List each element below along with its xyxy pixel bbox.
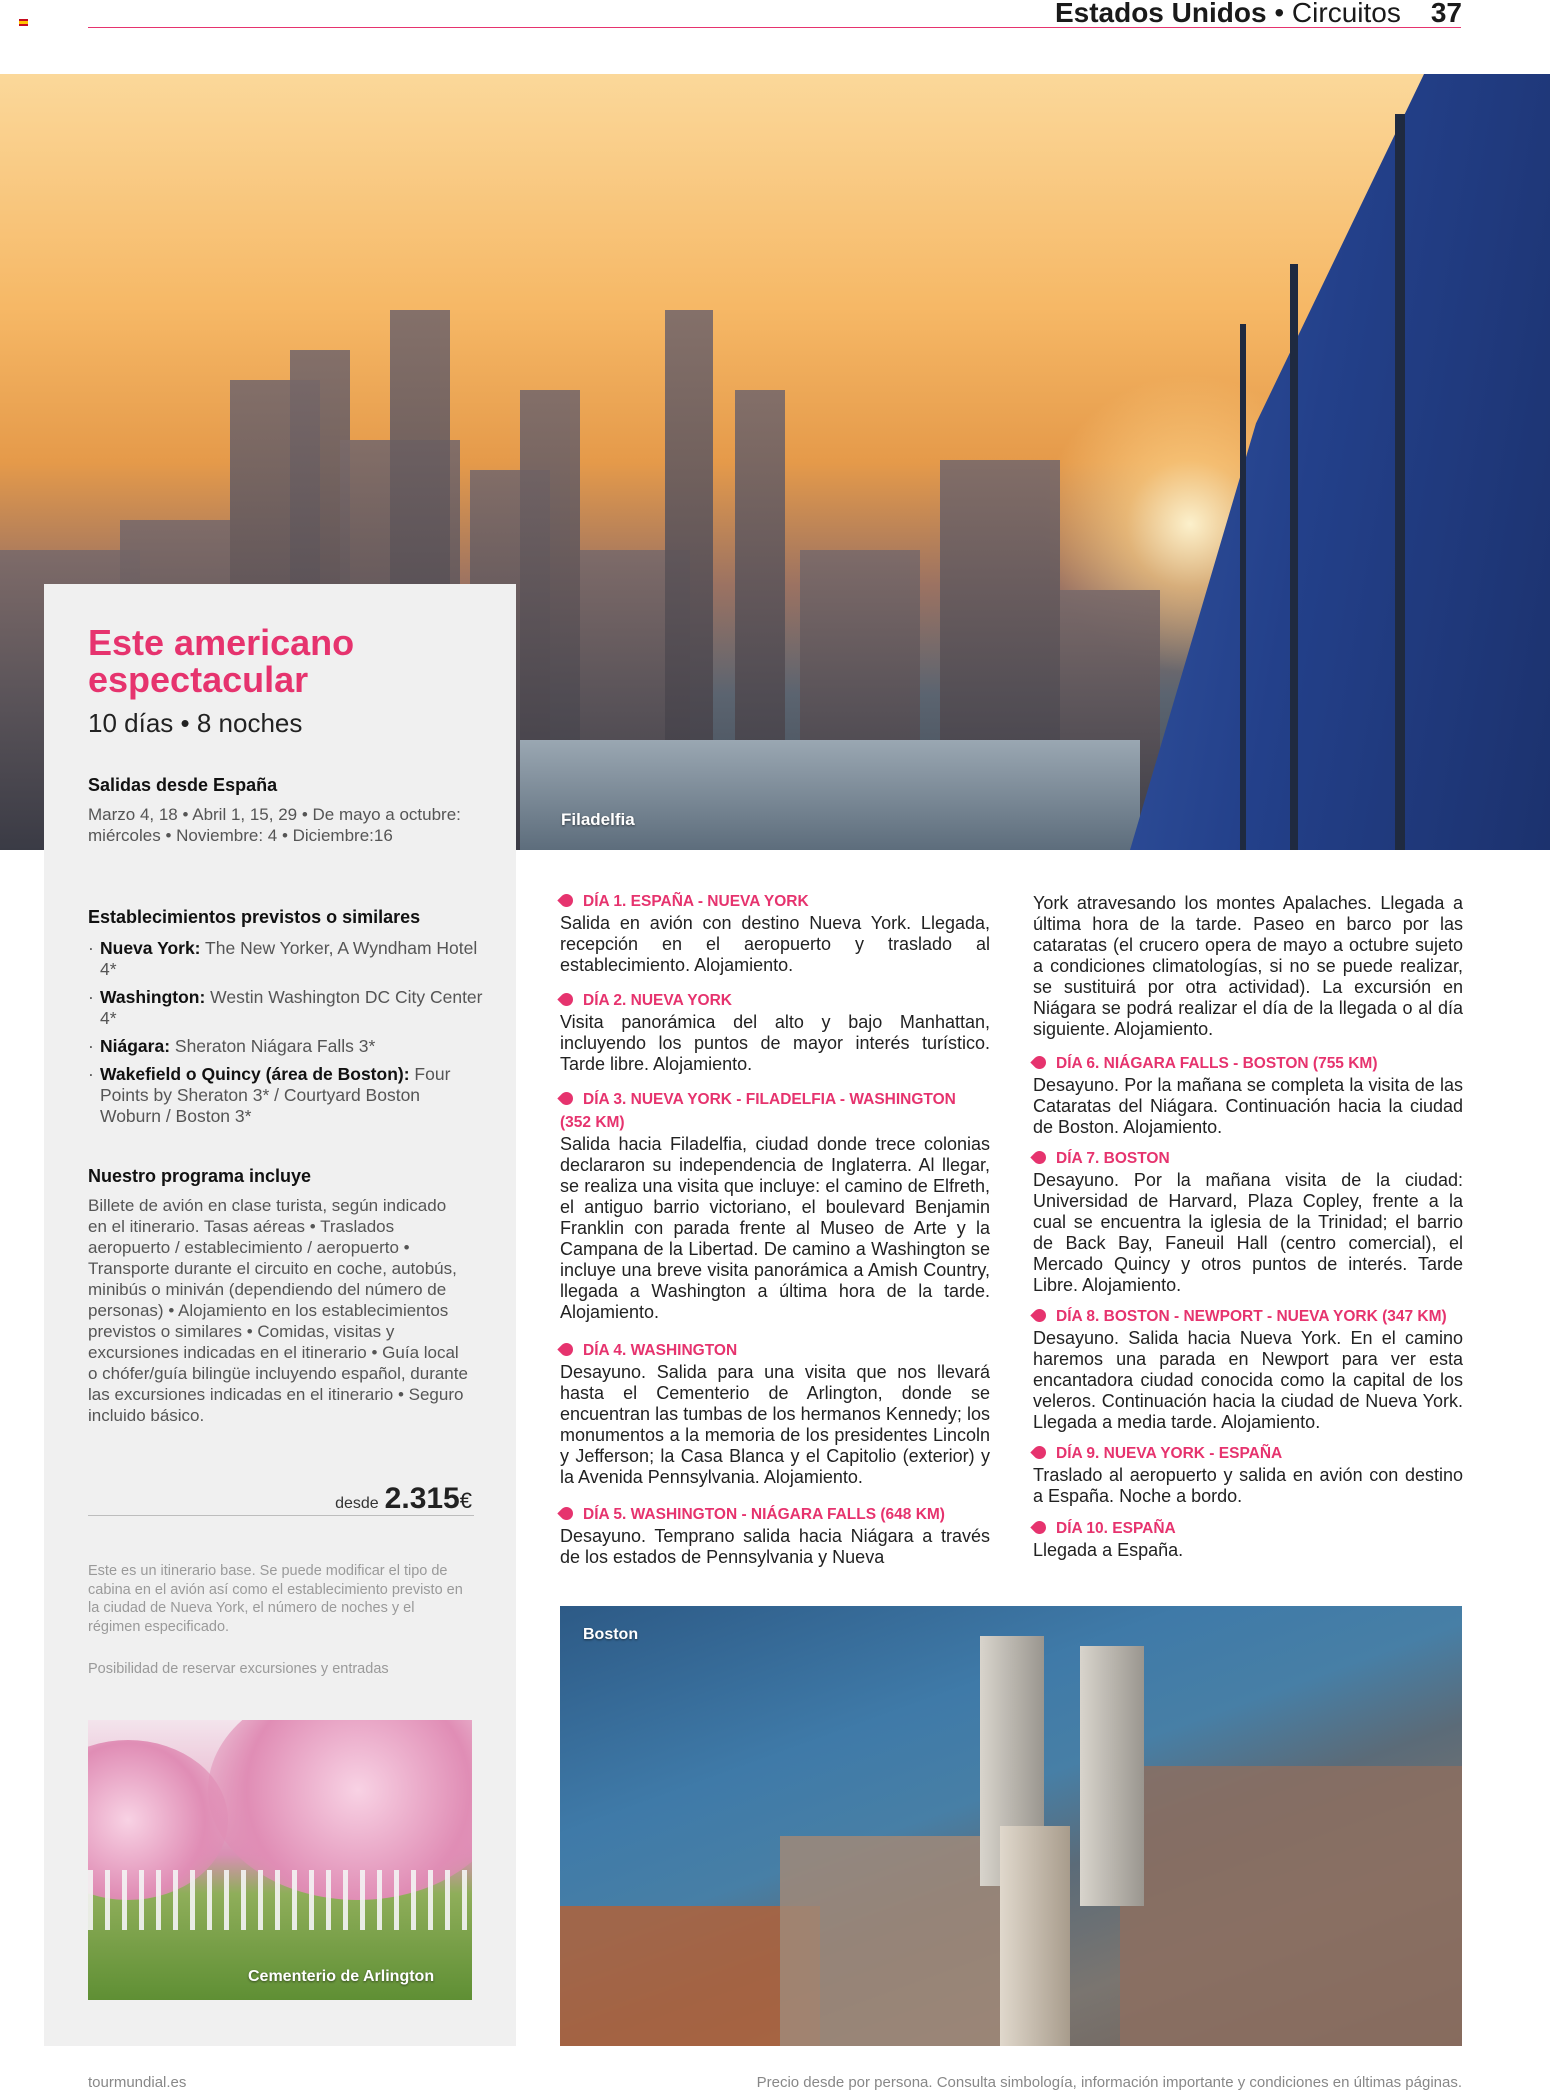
clock-tower (1000, 1826, 1070, 2046)
hotel-name: Sheraton Niágara Falls 3* (170, 1036, 376, 1056)
day-4-text: Desayuno. Salida para una visita que nos llevará hasta el Cementerio de Arlington, donde se encuentran las tumbas de los hermanos Kennedy; los monumentos a la memoria de los presidentes Lincoln y Jefferson; la Casa Blanca y el Capitolio (exterior) y la Avenida Pennsylvania. Alojamiento. (560, 1362, 990, 1487)
hotel-city: Niágara: (100, 1036, 171, 1056)
hotel-city: Washington: (100, 987, 206, 1007)
includes-text: Billete de avión en clase turista, según indicado en el itinerario. Tasas aéreas • Traslados aeropuerto / establecimiento / aeropuerto • Transporte durante el circuito en coche, autobús, minibús o miniván (dependiendo del número de personas) • Alojamiento en los establecimientos previstos o similares • Comidas, visitas y excursiones indicadas en el itinerario • Guía local o chófer/guía bilingüe incluyendo español, durante las excursiones indicadas en el itinerario • Seguro incluido básico. (88, 1196, 468, 1425)
day-7-text: Desayuno. Por la mañana visita de la ciudad: Universidad de Harvard, Plaza Copley, frente a la cual se encuentra la iglesia de la Trinidad; el barrio de Back Bay, Faneuil Hall (centro comercial), el Mercado Quincy y otros puntos de interés. Tarde Libre. Alojamiento. (1033, 1170, 1463, 1295)
tour-title: Este americano espectacular (88, 622, 355, 700)
day-title-text: DÍA 2. NUEVA YORK (583, 992, 732, 1009)
hotel-city: Wakefield o Quincy (área de Boston): (100, 1064, 410, 1084)
lamp-post (1240, 324, 1246, 850)
day-1-text: Salida en avión con destino Nueva York. Llegada, recepción en el aeropuerto y traslado al establecimiento. Alojamiento. (560, 913, 990, 975)
marker-icon (557, 990, 575, 1008)
day-10-text: Llegada a España. (1033, 1540, 1184, 1560)
itinerary-note: Este es un itinerario base. Se puede modificar el tipo de cabina en el avión así como el establecimiento previsto en la ciudad de Nueva York, el número de noches y el régimen especificado. (88, 1563, 463, 1635)
day-5-text-continued: York atravesando los montes Apalaches. Llegada a última hora de la tarde. Paseo en barco por las cataratas (el crucero opera de mayo a octubre sujeto a condiciones climatologías, si no se puede realizar, se sustituirá por otra actividad). La excursión en Niágara se podrá realizar el día de la llegada o al día siguiente. Alojamiento. (1033, 893, 1463, 1039)
list-item (88, 938, 483, 980)
day-4-title (560, 1340, 737, 1362)
marker-icon (557, 1089, 575, 1107)
day-2-text: Visita panorámica del alto y bajo Manhattan, incluyendo los puntos de mayor interés turístico. Tarde libre. Alojamiento. (560, 1012, 990, 1074)
day-9-text: Traslado al aeropuerto y salida en avión con destino a España. Noche a bordo. (1033, 1465, 1463, 1506)
hotels-title: Establecimientos previstos o similares (88, 907, 421, 927)
day-title-text: DÍA 4. WASHINGTON (583, 1342, 738, 1359)
header-country: Estados Unidos (1054, 0, 1267, 28)
marker-icon (557, 891, 575, 909)
itinerary-note-extra: Posibilidad de reservar excursiones y entradas (88, 1661, 389, 1677)
marker-icon (1030, 1443, 1048, 1461)
price (335, 1482, 472, 1516)
grave-rows (88, 1870, 472, 1930)
arlington-cemetery-photo (88, 1720, 472, 2000)
day-8-text: Desayuno. Salida hacia Nueva York. En el camino haremos una parada en Newport para ver esta encantadora ciudad conocida como la capital de los veleros. Continuación hacia la ciudad de Nueva York. Llegada a media tarde. Alojamiento. (1033, 1328, 1463, 1432)
day-title-text: DÍA 1. ESPAÑA - NUEVA YORK (583, 893, 809, 910)
list-item (88, 1064, 483, 1127)
lamp-post (1290, 264, 1298, 850)
day-9-title (1033, 1443, 1282, 1465)
price-currency: € (459, 1488, 472, 1513)
boston-aerial-photo (560, 1606, 1462, 2046)
departures-title: Salidas desde España (88, 775, 278, 795)
hotel-name: Westin Washington DC City Center 4* (100, 987, 483, 1028)
marker-icon (1030, 1053, 1048, 1071)
tour-duration: 10 días • 8 noches (88, 708, 303, 738)
day-6-title (1033, 1053, 1378, 1075)
boston-caption: Boston (583, 1626, 639, 1643)
day-7-title (1033, 1148, 1170, 1170)
day-6-text: Desayuno. Por la mañana se completa la visita de las Cataratas del Niágara. Continuación hacia la ciudad de Boston. Alojamiento. (1033, 1075, 1463, 1137)
departures-text: Marzo 4, 18 • Abril 1, 15, 29 • De mayo a octubre: miércoles • Noviembre: 4 • Diciembre:16 (88, 805, 461, 845)
day-title-text: DÍA 6. NIÁGARA FALLS - BOSTON (755 KM) (1056, 1055, 1378, 1072)
tour-summary-panel (44, 584, 516, 2046)
price-from-label: desde (335, 1495, 379, 1512)
day-2-title (560, 990, 732, 1012)
day-title-text: DÍA 7. BOSTON (1056, 1150, 1170, 1167)
day-title-text: DÍA 3. NUEVA YORK - FILADELFIA - WASHINGTON (583, 1091, 956, 1108)
includes-title: Nuestro programa incluye (88, 1166, 312, 1186)
spain-flag-icon (19, 19, 28, 26)
day-3-title-distance: (352 KM) (560, 1114, 625, 1131)
page-number: 37 (1430, 0, 1462, 28)
day-5-text: Desayuno. Temprano salida hacia Niágara a través de los estados de Pennsylvania y Nueva (560, 1526, 990, 1567)
marker-icon (557, 1504, 575, 1522)
list-item (88, 987, 483, 1029)
day-3-text: Salida hacia Filadelfia, ciudad donde trece colonias declararon su independencia de Inglaterra. Al llegar, se realiza una visita que incluye: el camino de Elfreth, el antiguo barrio victoriano, el boulevard Benjamin Franklin con parada frente al Museo de Arte y la Campana de la Libertad. De camino a Washington se incluye una breve visita panorámica a Amish Country, llegada a Washington a última hora de la tarde. Alojamiento. (560, 1134, 990, 1322)
day-3-title (560, 1089, 956, 1111)
marker-icon (1030, 1306, 1048, 1324)
tower (1080, 1646, 1144, 1906)
day-title-text: DÍA 5. WASHINGTON - NIÁGARA FALLS (648 KM) (583, 1506, 945, 1523)
hotel-name: The New Yorker, A Wyndham Hotel 4* (100, 938, 478, 979)
hotel-name: Four Points by Sheraton 3* / Courtyard Boston Woburn / Boston 3* (100, 1064, 451, 1126)
marker-icon (557, 1340, 575, 1358)
hero-caption: Filadelfia (561, 810, 635, 829)
day-1-title (560, 891, 809, 913)
day-5-title (560, 1504, 945, 1526)
marker-icon (1030, 1518, 1048, 1536)
footer-website: tourmundial.es (88, 2074, 187, 2091)
city-block (780, 1836, 1000, 2046)
day-8-title (1033, 1306, 1447, 1328)
day-10-title (1033, 1518, 1176, 1540)
cemetery-caption: Cementerio de Arlington (248, 1968, 435, 1985)
hotels-list (88, 938, 483, 1134)
page-header (1055, 0, 1462, 28)
list-item (88, 1036, 483, 1057)
marker-icon (1030, 1148, 1048, 1166)
header-separator: • (1266, 0, 1292, 28)
day-title-text: DÍA 10. ESPAÑA (1056, 1520, 1176, 1537)
price-divider (88, 1515, 474, 1516)
lamp-post (1395, 114, 1405, 850)
header-section: Circuitos (1291, 0, 1401, 28)
price-value: 2.315 (384, 1482, 460, 1515)
hotel-city: Nueva York: (100, 938, 201, 958)
city-block (1120, 1766, 1462, 2046)
river (520, 740, 1140, 850)
footer-disclaimer: Precio desde por persona. Consulta simbología, información importante y condiciones en últimas páginas. (756, 2074, 1462, 2091)
day-title-text: DÍA 9. NUEVA YORK - ESPAÑA (1056, 1445, 1283, 1462)
day-title-text: DÍA 8. BOSTON - NEWPORT - NUEVA YORK (347 KM) (1056, 1308, 1447, 1325)
